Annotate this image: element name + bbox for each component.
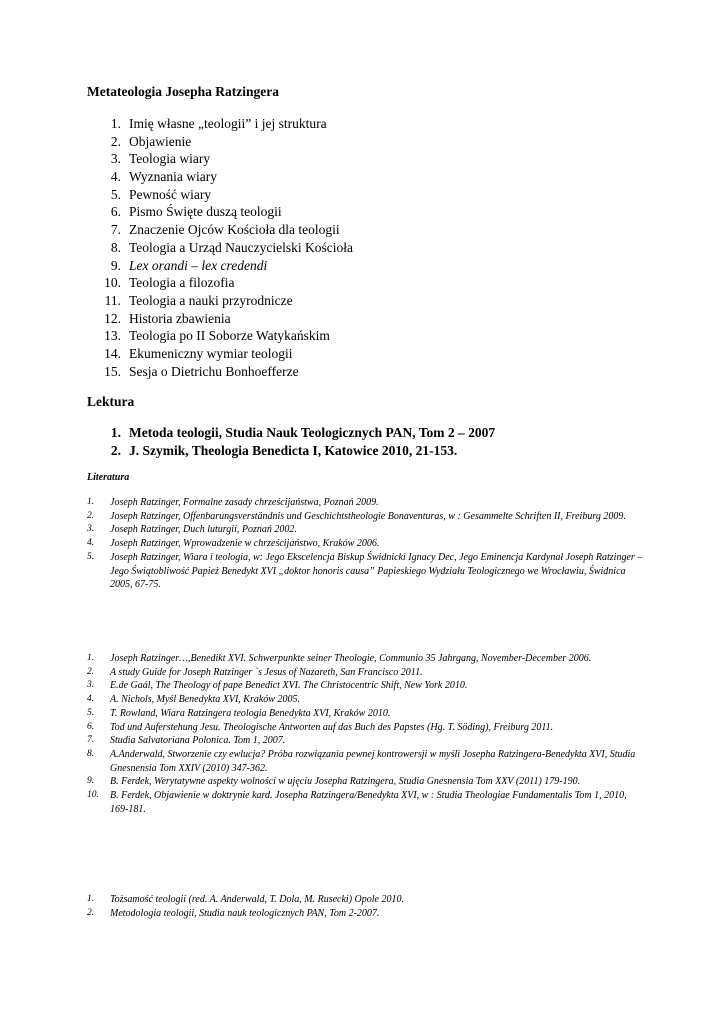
reference-item-text: Studia Salvatoriana Polonica. Tom 1, 2007. <box>110 735 286 747</box>
reference-item <box>87 537 647 551</box>
reference-item-number: 2. <box>87 907 95 918</box>
topic-item <box>87 150 687 168</box>
lektura-item-number: 1. <box>110 425 121 440</box>
reference-item <box>87 775 647 789</box>
topic-item-number: 14. <box>104 345 121 361</box>
topic-item-text: Sesja o Dietrichu Bonhoefferze <box>129 363 299 379</box>
reference-item <box>87 666 647 680</box>
topic-item-number: 7. <box>110 222 121 238</box>
literatura-list-1 <box>87 496 647 592</box>
topic-item-text: Historia zbawienia <box>129 310 231 326</box>
reference-item-number: 1. <box>87 653 95 663</box>
topic-item-text: Wyznania wiary <box>129 169 218 185</box>
reference-item-text: Tożsamość teologii (red. A. Anderwald, T. Dola, M. Rusecki) Opole 2010. <box>110 894 404 905</box>
topic-item-number: 10. <box>104 275 121 291</box>
topic-item <box>87 327 687 345</box>
reference-item-number: 2. <box>87 510 95 521</box>
reference-item-number: 5. <box>87 551 95 562</box>
reference-item-number: 9. <box>87 776 95 787</box>
topic-item-number: 11. <box>104 292 121 308</box>
topic-item <box>87 203 687 221</box>
reference-item-number: 5. <box>87 707 95 718</box>
topic-item-number: 15. <box>104 363 121 379</box>
topic-item-text: Teologia a Urząd Nauczycielski Kościoła <box>129 239 353 255</box>
reference-item-text: A. Nichols, Myśl Benedykta XVI, Kraków 2005. <box>110 694 300 706</box>
topic-item-text: Pismo Święte duszą teologii <box>129 204 282 220</box>
lektura-list <box>87 424 707 460</box>
lektura-item <box>87 442 707 460</box>
reference-item-text: E.de Gaál, The Theology of pape Benedict XVI. The Christocentric Shift, New York 2010. <box>110 680 468 692</box>
reference-item <box>87 734 647 748</box>
reference-item <box>87 748 647 775</box>
reference-item <box>87 789 647 816</box>
topic-item <box>87 274 687 292</box>
reference-item <box>87 907 647 921</box>
reference-item <box>87 510 647 524</box>
lektura-item-text: J. Szymik, Theologia Benedicta I, Katowice 2010, 21-153. <box>129 443 458 458</box>
topic-item <box>87 186 687 204</box>
reference-item-text: Joseph Ratzinger, Formalne zasady chrześcijaństwa, Poznań 2009. <box>110 497 379 508</box>
topic-item-text: Teologia wiary <box>129 151 211 167</box>
topic-item-number: 4. <box>110 169 121 185</box>
topic-item <box>87 133 687 151</box>
lektura-heading: Lektura <box>87 394 135 409</box>
topic-item-text: Znaczenie Ojców Kościoła dla teologii <box>129 222 340 238</box>
page-title: Metateologia Josepha Ratzingera <box>87 84 279 99</box>
reference-item <box>87 707 647 721</box>
topic-item-number: 9. <box>110 257 121 273</box>
topic-item <box>87 115 687 133</box>
literatura-list-2 <box>87 652 647 816</box>
topic-item-number: 8. <box>110 239 121 255</box>
reference-item-text: Joseph Ratzinger…,Benedikt XVI. Schwerpunkte seiner Theologie, Communio 35 Jahrgang, November-December 2006. <box>110 653 592 664</box>
topic-item <box>87 310 687 328</box>
topic-item-number: 3. <box>110 151 121 167</box>
reference-item-number: 6. <box>87 721 95 732</box>
topic-item-text: Imię własne „teologii” i jej struktura <box>129 116 327 131</box>
topic-item-number: 2. <box>110 133 121 149</box>
lektura-item-text: Metoda teologii, Studia Nauk Teologicznych PAN, Tom 2 – 2007 <box>129 425 496 440</box>
reference-item-text: A.Anderwald, Stworzenie czy ewlucja? Próba rozwiązania pewnej kontrowersji w myśli Josepha Ratzingera-Benedykta XVI, Studia Gnesnensia Tom XXIV (2010) 347-362. <box>110 748 636 774</box>
reference-item-text: B. Ferdek, Werytatywne aspekty wolności w ujęciu Josepha Ratzingera, Studia Gnesnensia Tom XXV (2011) 179-190. <box>110 776 581 788</box>
reference-item-number: 1. <box>87 497 95 507</box>
topic-list <box>87 115 687 380</box>
literatura-heading: Literatura <box>87 472 130 483</box>
topic-item <box>87 257 687 275</box>
topic-item-text: Objawienie <box>129 133 192 149</box>
topic-item <box>87 292 687 310</box>
reference-item <box>87 721 647 735</box>
reference-item-text: Joseph Ratzinger, Wiara i teologia, w: Jego Ekscelencja Biskup Świdnicki Ignacy Dec, Jego Eminencja Kardynał Joseph Ratzinger – Jego Świątobliwość Papież Benedykt XVI „doktor honoris causa” Papieskiego Wydziału Teologicznego we Wrocławiu, Świdnica 2005, 67-75. <box>110 551 643 591</box>
topic-item-text: Teologia po II Soborze Watykańskim <box>129 328 330 344</box>
topic-item-text: Teologia a nauki przyrodnicze <box>129 292 293 308</box>
topic-item-number: 6. <box>110 204 121 220</box>
reference-item <box>87 679 647 693</box>
topic-item-number: 12. <box>104 310 121 326</box>
reference-item-number: 7. <box>87 735 95 746</box>
lektura-item <box>87 424 707 442</box>
literatura-list-3 <box>87 893 647 920</box>
reference-item <box>87 652 647 666</box>
topic-item-text: Teologia a filozofia <box>129 275 235 291</box>
reference-item <box>87 693 647 707</box>
reference-item-number: 4. <box>87 538 95 549</box>
reference-item <box>87 893 647 907</box>
reference-item-text: Joseph Ratzinger, Offenbarungsverständnis und Geschichtstheologie Bonaventuras, w : Gesammelte Schriften II, Freiburg 2009. <box>110 510 626 522</box>
reference-item <box>87 496 647 510</box>
topic-item-number: 1. <box>110 116 121 131</box>
topic-item <box>87 345 687 363</box>
reference-item-number: 3. <box>87 680 95 691</box>
reference-item-text: B. Ferdek, Objawienie w doktrynie kard. Josepha Ratzingera/Benedykta XVI, w : Studia Theologiae Fundamentalis Tom 1, 2010, 169-181. <box>110 790 627 815</box>
reference-item <box>87 523 647 537</box>
reference-item-text: T. Rowland, Wiara Ratzingera teologia Benedykta XVI, Kraków 2010. <box>110 707 391 719</box>
reference-item-number: 3. <box>87 524 95 535</box>
reference-item-text: Tod und Auferstehung Jesu. Theologische Antworten auf das Buch des Papstes (Hg. T. Söding), Freiburg 2011. <box>110 721 554 733</box>
reference-item-number: 2. <box>87 666 95 677</box>
reference-item-number: 8. <box>87 748 95 759</box>
topic-item <box>87 221 687 239</box>
topic-item-number: 5. <box>110 186 121 202</box>
topic-item-text: Pewność wiary <box>129 186 212 202</box>
topic-item-text: Ekumeniczny wymiar teologii <box>129 345 293 361</box>
reference-item-text: Joseph Ratzinger, Wprowadzenie w chrześcijaństwo, Kraków 2006. <box>110 538 380 550</box>
reference-item-text: Joseph Ratzinger, Duch luturgii, Poznań 2002. <box>110 524 297 536</box>
topic-item <box>87 168 687 186</box>
topic-item-text: Lex orandi – lex credendi <box>129 257 268 273</box>
reference-item-text: A study Guide for Joseph Ratzinger `s Jesus of Nazareth, San Francisco 2011. <box>110 666 423 678</box>
topic-item <box>87 239 687 257</box>
reference-item-number: 10. <box>87 790 99 801</box>
reference-item-number: 4. <box>87 694 95 705</box>
topic-item-number: 13. <box>104 328 121 344</box>
lektura-item-number: 2. <box>110 443 121 458</box>
reference-item <box>87 551 647 592</box>
topic-item <box>87 363 687 381</box>
reference-item-number: 1. <box>87 894 95 904</box>
reference-item-text: Metodologia teologii, Studia nauk teologicznych PAN, Tom 2-2007. <box>110 907 380 919</box>
